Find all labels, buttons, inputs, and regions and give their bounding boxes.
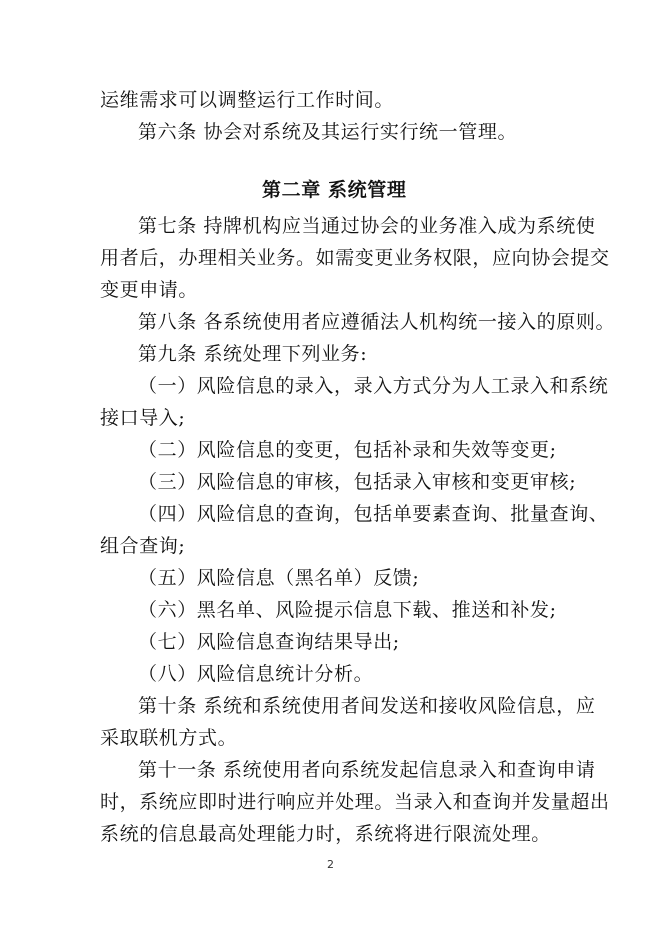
text-line: 变更申请。 [100,279,199,301]
text-line: （二）风险信息的变更，包括补录和失效等变更; [138,439,557,461]
text-line: 第十一条 系统使用者向系统发起信息录入和查询申请 [138,759,596,781]
text-line: 第七条 持牌机构应当通过协会的业务准入成为系统使 [138,215,596,237]
text-line: 时，系统应即时进行响应并处理。当录入和查询并发量超出 [100,791,610,813]
text-line: （五）风险信息（黑名单）反馈; [138,567,420,589]
text-line: （三）风险信息的审核，包括录入审核和变更审核; [138,471,577,493]
text-line: 采取联机方式。 [100,727,238,749]
text-line: 系统的信息最高处理能力时，系统将进行限流处理。 [100,823,551,845]
text-line: （六）黑名单、风险提示信息下载、推送和补发; [138,599,557,621]
text-line: 组合查询; [100,535,186,557]
text-line: 用者后，办理相关业务。如需变更业务权限，应向协会提交 [100,247,610,269]
text-line: 第六条 协会对系统及其运行实行统一管理。 [138,121,518,143]
text-line: 第十条 系统和系统使用者间发送和接收风险信息，应 [138,695,596,717]
text-line: （七）风险信息查询结果导出; [138,631,400,653]
text-line: （一）风险信息的录入，录入方式分为人工录入和系统 [138,375,609,397]
text-line: （四）风险信息的查询，包括单要素查询、批量查询、 [138,503,609,525]
text-line: 第八条 各系统使用者应遵循法人机构统一接入的原则。 [138,311,616,333]
page-number: 2 [327,858,334,871]
text-line: （八）风险信息统计分析。 [138,663,374,685]
text-line: 第九条 系统处理下列业务: [138,343,368,365]
chapter-heading: 第二章 系统管理 [262,179,407,201]
text-line: 运维需求可以调整运行工作时间。 [100,89,395,111]
text-line: 接口导入; [100,407,186,429]
